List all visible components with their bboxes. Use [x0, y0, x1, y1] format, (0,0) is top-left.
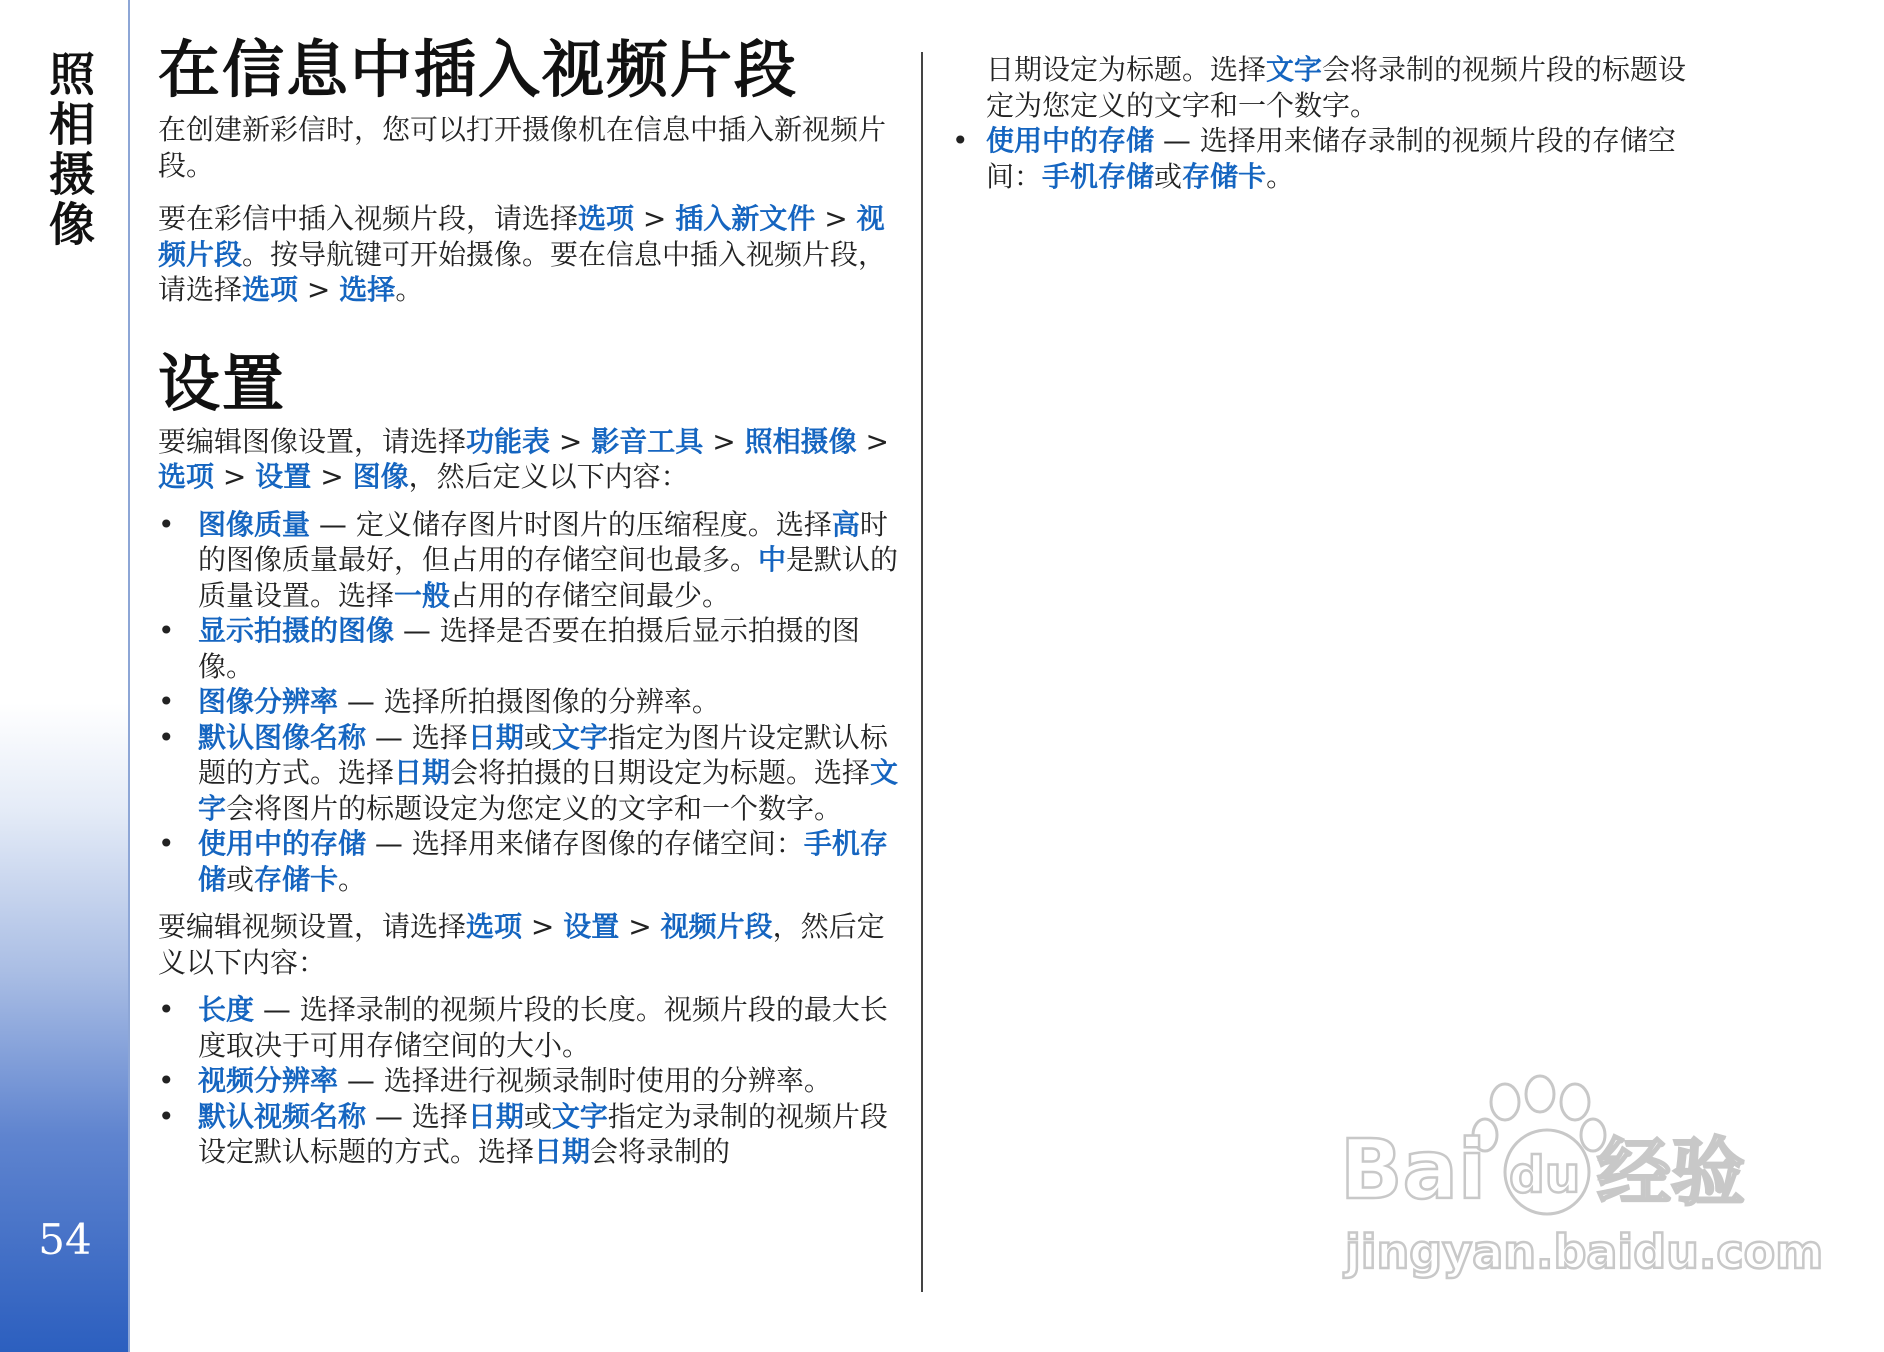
list-item-video-memory-in-use: • 使用中的存储 — 选择用来储存录制的视频片段的存储空间：手机存储或存储卡。	[952, 123, 1692, 194]
paragraph-continuation: 日期设定为标题。选择文字会将录制的视频片段的标题设定为您定义的文字和一个数字。	[986, 53, 1687, 122]
paragraph-image-settings-intro: 要编辑图像设置，请选择功能表 > 影音工具 > 照相摄像 > 选项 > 设置 > 图像，然后定义以下内容：	[158, 424, 889, 493]
watermark-brand-du: du	[1509, 1146, 1581, 1204]
watermark-brand-cn: 经验	[1597, 1130, 1745, 1216]
link-select: 选择	[339, 273, 396, 306]
right-column	[952, 0, 1692, 194]
list-item-default-image-name: • 默认图像名称 — 选择日期或文字指定为图片设定默认标题的方式。选择日期会将拍摄的日期设定为标题。选择文字会将图片的标题设定为您定义的文字和一个数字。	[158, 720, 910, 827]
heading-settings: 设置	[158, 346, 287, 420]
link-options-2: 选项	[242, 273, 299, 306]
link-options: 选项	[578, 202, 635, 235]
link-insert-new-file: 插入新文件	[675, 202, 816, 235]
list-item-length: • 长度 — 选择录制的视频片段的长度。视频片段的最大长度取决于可用存储空间的大小。	[158, 992, 910, 1063]
paragraph-insert-steps: 要在彩信中插入视频片段，请选择选项 > 插入新文件 > 视频片段。按导航键可开始摄像。要在信息中插入视频片段，请选择选项 > 选择。	[158, 202, 887, 306]
list-item-memory-in-use: • 使用中的存储 — 选择用来储存图像的存储空间：手机存储或存储卡。	[158, 826, 910, 897]
paragraph-video-settings-intro: 要编辑视频设置，请选择选项 > 设置 > 视频片段，然后定义以下内容：	[158, 910, 885, 979]
video-settings-list	[158, 992, 910, 1170]
column-divider	[921, 52, 923, 1292]
right-settings-list	[952, 123, 1692, 194]
paragraph-intro: 在创建新彩信时，您可以打开摄像机在信息中插入新视频片段。	[158, 113, 887, 182]
link-video-clip: 视频片段	[158, 202, 885, 271]
sidebar-divider	[128, 0, 130, 1352]
section-title-vertical: 照相摄像	[42, 50, 96, 250]
list-item-show-captured-image: • 显示拍摄的图像 — 选择是否要在拍摄后显示拍摄的图像。	[158, 613, 910, 684]
watermark-brand-bai: Bai	[1340, 1123, 1486, 1218]
list-item-default-video-name: • 默认视频名称 — 选择日期或文字指定为录制的视频片段设定默认标题的方式。选择日期会将录制的	[158, 1099, 910, 1170]
watermark-url: jingyan.baidu.com	[1345, 1225, 1824, 1279]
list-item-image-quality: • 图像质量 — 定义储存图片时图片的压缩程度。选择高时的图像质量最好，但占用的存储空间也最多。中是默认的质量设置。选择一般占用的存储空间最少。	[158, 507, 910, 614]
page-number: 54	[38, 1215, 92, 1264]
left-column	[158, 0, 910, 1170]
list-item-video-resolution: • 视频分辨率 — 选择进行视频录制时使用的分辨率。	[158, 1063, 910, 1099]
list-item-image-resolution: • 图像分辨率 — 选择所拍摄图像的分辨率。	[158, 684, 910, 720]
heading-insert-video: 在信息中插入视频片段	[158, 33, 799, 106]
baidu-watermark	[1335, 1080, 1824, 1280]
image-settings-list	[158, 507, 910, 898]
